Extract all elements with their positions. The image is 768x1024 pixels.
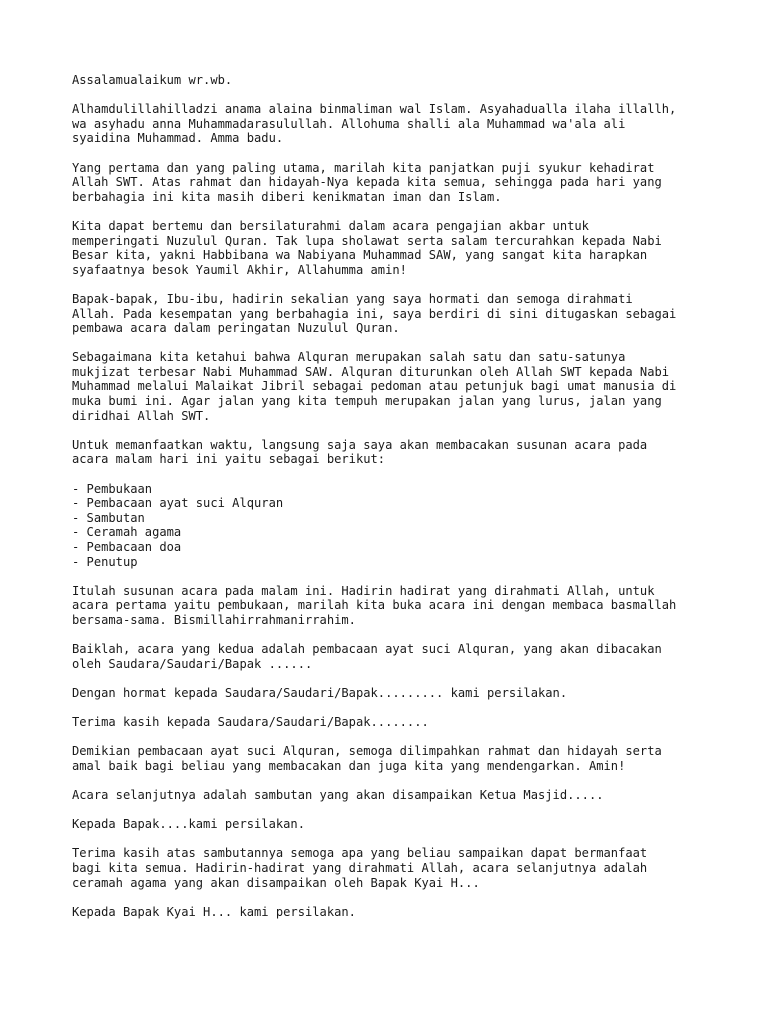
text-line: ceramah agama yang akan disampaikan oleh Bapak Kyai H... xyxy=(72,875,480,890)
paragraph xyxy=(72,788,712,803)
text-line: Muhammad melalui Malaikat Jibril sebagai pedoman atau petunjuk bagi umat manusia di xyxy=(72,379,677,394)
paragraph xyxy=(72,715,712,730)
text-line: - Pembacaan ayat suci Alquran xyxy=(72,496,284,511)
text-line: bersama-sama. Bismillahirrahmanirrahim. xyxy=(72,612,356,627)
text-line: Dengan hormat kepada Saudara/Saudari/Bapak......... kami persilakan. xyxy=(72,685,568,700)
text-line: syaidina Muhammad. Amma badu. xyxy=(72,131,284,146)
text-line: acara pertama yaitu pembukaan, marilah kita buka acara ini dengan membaca basmallah xyxy=(72,598,677,613)
paragraph xyxy=(72,292,712,336)
text-line: Untuk memanfaatkan waktu, langsung saja saya akan membacakan susunan acara pada xyxy=(72,437,648,452)
text-line: acara malam hari ini yaitu sebagai berikut: xyxy=(72,452,386,467)
text-line: Kepada Bapak Kyai H... kami persilakan. xyxy=(72,904,356,919)
text-line: - Penutup xyxy=(72,554,138,569)
paragraph xyxy=(72,219,712,277)
text-line: wa asyhadu anna Muhammadarasulullah. Allohuma shalli ala Muhammad wa'ala ali xyxy=(72,116,626,131)
text-line: diridhai Allah SWT. xyxy=(72,408,211,423)
text-line: muka bumi ini. Agar jalan yang kita tempuh merupakan jalan yang lurus, jalan yang xyxy=(72,394,662,409)
text-line: Assalamualaikum wr.wb. xyxy=(72,73,233,87)
paragraph xyxy=(72,482,712,570)
paragraph xyxy=(72,642,712,671)
text-line: - Pembacaan doa xyxy=(72,540,182,554)
text-line: mukjizat terbesar Nabi Muhammad SAW. Alquran diturunkan oleh Allah SWT kepada Nabi xyxy=(72,364,670,379)
text-line: memperingati Nuzulul Quran. Tak lupa sholawat serta salam tercurahkan kepada Nabi xyxy=(72,233,662,248)
text-line: - Ceramah agama xyxy=(72,525,182,540)
paragraph xyxy=(72,161,712,205)
paragraph xyxy=(72,846,712,890)
text-line: Allah SWT. Atas rahmat dan hidayah-Nya kepada kita semua, sehingga pada hari yang xyxy=(72,175,662,190)
text-line: pembawa acara dalam peringatan Nuzulul Quran. xyxy=(72,321,400,336)
text-line: Kepada Bapak....kami persilakan. xyxy=(72,817,305,832)
text-line: berbahagia ini kita masih diberi kenikmatan iman dan Islam. xyxy=(72,189,502,204)
text-line: Bapak-bapak, Ibu-ibu, hadirin sekalian yang saya hormati dan semoga dirahmati xyxy=(72,291,633,306)
text-line: Besar kita, yakni Habbibana wa Nabiyana Muhammad SAW, yang sangat kita harapkan xyxy=(72,248,648,263)
paragraph xyxy=(72,350,712,423)
paragraph xyxy=(72,686,712,701)
text-line: Yang pertama dan yang paling utama, marilah kita panjatkan puji syukur kehadirat xyxy=(72,160,655,175)
text-line: Demikian pembacaan ayat suci Alquran, semoga dilimpahkan rahmat dan hidayah serta xyxy=(72,744,662,759)
text-line: Allah. Pada kesempatan yang berbahagia ini, saya berdiri di sini ditugaskan sebagai xyxy=(72,306,677,321)
paragraph xyxy=(72,905,712,920)
document-body xyxy=(72,73,712,934)
text-line: Baiklah, acara yang kedua adalah pembacaan ayat suci Alquran, yang akan dibacakan xyxy=(72,642,662,657)
text-line: Terima kasih atas sambutannya semoga apa yang beliau sampaikan dapat bermanfaat xyxy=(72,846,648,861)
text-line: - Sambutan xyxy=(72,510,145,525)
text-line: Acara selanjutnya adalah sambutan yang akan disampaikan Ketua Masjid..... xyxy=(72,788,604,803)
paragraph xyxy=(72,744,712,773)
text-line: Sebagaimana kita ketahui bahwa Alquran merupakan salah satu dan satu-satunya xyxy=(72,350,626,365)
paragraph xyxy=(72,584,712,628)
paragraph xyxy=(72,817,712,832)
paragraph xyxy=(72,73,712,88)
paragraph xyxy=(72,438,712,467)
text-line: oleh Saudara/Saudari/Bapak ...... xyxy=(72,656,313,671)
text-line: syafaatnya besok Yaumil Akhir, Allahumma amin! xyxy=(72,262,407,277)
text-line: Terima kasih kepada Saudara/Saudari/Bapak........ xyxy=(72,715,429,730)
text-line: Kita dapat bertemu dan bersilaturahmi dalam acara pengajian akbar untuk xyxy=(72,218,589,233)
text-line: Itulah susunan acara pada malam ini. Hadirin hadirat yang dirahmati Allah, untuk xyxy=(72,583,655,598)
text-line: Alhamdulillahilladzi anama alaina binmaliman wal Islam. Asyahadualla ilaha illallh, xyxy=(72,102,677,117)
text-line: amal baik bagi beliau yang membacakan dan juga kita yang mendengarkan. Amin! xyxy=(72,758,626,773)
paragraph xyxy=(72,102,712,146)
text-line: bagi kita semua. Hadirin-hadirat yang dirahmati Allah, acara selanjutnya adalah xyxy=(72,861,648,876)
text-line: - Pembukaan xyxy=(72,481,153,496)
